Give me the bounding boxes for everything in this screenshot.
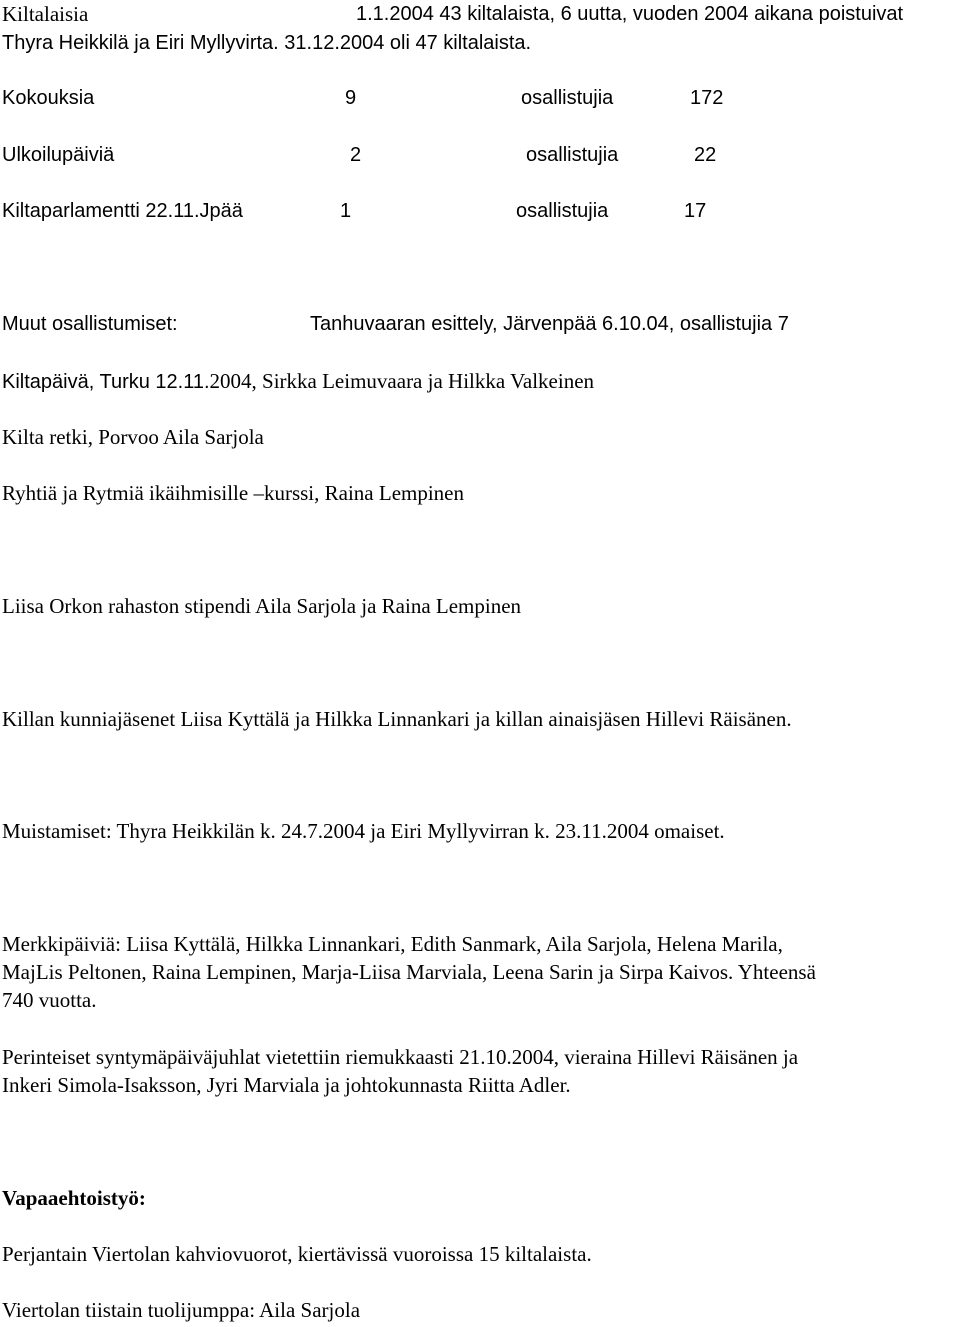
kiltapaiva-line bbox=[2, 367, 594, 396]
stat-participants: 17 bbox=[684, 200, 707, 222]
members-line-1: 1.1.2004 43 kiltalaista, 6 uutta, vuoden 2004 aikana poistuivat bbox=[356, 3, 904, 25]
merkkipaivia-line-1: Merkkipäiviä: Liisa Kyttälä, Hilkka Linnankari, Edith Sanmark, Aila Sarjola, Helena Marila, bbox=[2, 932, 783, 956]
stipendi-line: Liisa Orkon rahaston stipendi Aila Sarjola ja Raina Lempinen bbox=[2, 594, 522, 618]
other-label: Muut osallistumiset: bbox=[2, 313, 178, 335]
ryhtia-line: Ryhtiä ja Rytmiä ikäihmisille –kurssi, Raina Lempinen bbox=[2, 481, 464, 505]
muistamiset-line: Muistamiset: Thyra Heikkilän k. 24.7.2004 ja Eiri Myllyvirran k. 23.11.2004 omaiset. bbox=[2, 819, 725, 843]
merkkipaivia-line-2: MajLis Peltonen, Raina Lempinen, Marja-Liisa Marviala, Leena Sarin ja Sirpa Kaivos. Yhteensä bbox=[2, 960, 816, 984]
merkkipaivia-line-3: 740 vuotta. bbox=[2, 988, 97, 1012]
stat-participants-label: osallistujia bbox=[516, 200, 609, 222]
members-line-2: Thyra Heikkilä ja Eiri Myllyvirta. 31.12.2004 oli 47 kiltalaista. bbox=[2, 32, 532, 54]
stat-count: 1 bbox=[340, 200, 352, 222]
stat-count: 2 bbox=[350, 144, 362, 166]
stat-label: Kiltaparlamentti 22.11.Jpää bbox=[2, 200, 243, 222]
kiltapaiva-part-b: 2004, Sirkka Leimuvaara ja Hilkka Valkeinen bbox=[209, 369, 595, 393]
syntymapaiva-line-2: Inkeri Simola-Isaksson, Jyri Marviala ja johtokunnasta Riitta Adler. bbox=[2, 1073, 571, 1097]
vapaaehtoistyo-heading: Vapaaehtoistyö: bbox=[2, 1186, 146, 1210]
tuolijumppa-line: Viertolan tiistain tuolijumppa: Aila Sarjola bbox=[2, 1298, 361, 1322]
perjantain-line: Perjantain Viertolan kahviovuorot, kiertävissä vuoroissa 15 kiltalaista. bbox=[2, 1242, 592, 1266]
stat-participants: 172 bbox=[690, 87, 724, 109]
syntymapaiva-line-1: Perinteiset syntymäpäiväjuhlat vietettiin riemukkaasti 21.10.2004, vieraina Hillevi Räisänen ja bbox=[2, 1045, 799, 1069]
stat-count: 9 bbox=[345, 87, 357, 109]
kunnia-line: Killan kunniajäsenet Liisa Kyttälä ja Hilkka Linnankari ja killan ainaisjäsen Hillevi Räisänen. bbox=[2, 707, 792, 731]
kiltapaiva-part-a: Kiltapäivä, Turku 12.11. bbox=[2, 371, 210, 393]
stat-participants: 22 bbox=[694, 144, 717, 166]
stat-participants-label: osallistujia bbox=[526, 144, 619, 166]
retki-line: Kilta retki, Porvoo Aila Sarjola bbox=[2, 425, 264, 449]
members-label: Kiltalaisia bbox=[2, 2, 89, 26]
other-value: Tanhuvaaran esittely, Järvenpää 6.10.04, osallistujia 7 bbox=[310, 313, 789, 335]
stat-participants-label: osallistujia bbox=[521, 87, 614, 109]
stat-label: Ulkoilupäiviä bbox=[2, 144, 115, 166]
stat-label: Kokouksia bbox=[2, 87, 95, 109]
